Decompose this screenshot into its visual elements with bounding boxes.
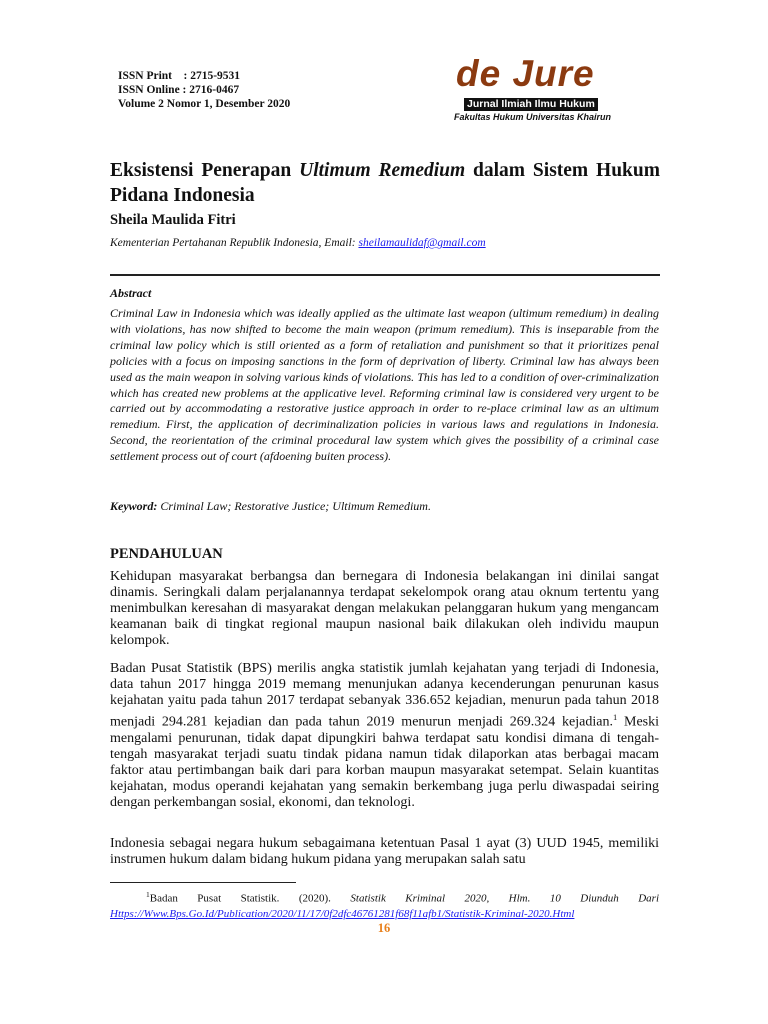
volume-info: Volume 2 Nomor 1, Desember 2020 [118,98,291,110]
keyword-list: Criminal Law; Restorative Justice; Ultimum Remedium. [157,499,431,513]
journal-logo [452,54,642,123]
abstract-text: Criminal Law in Indonesia which was ideally applied as the ultimate last weapon (ultimum remedium) in dealing with violations, has now shifted to become the main weapon (primum remedium). This is inseparable from the criminal law policy which is still oriented as a form of retaliation and punishment so that it prioritizes penal policies with a focus on imposing sanctions in the form of deprivation of liberty. Criminal law has always been used as the main weapon in solving various kinds of violations. This has led to a condition of over-criminalization which has created new problems at the applicative level. Reforming criminal law is considered very urgent to be carried out by accommodating a restorative justice approach in order to re-place criminal law as an ultimum remedium. First, the application of decriminalization policies in various laws and regulations in Indonesia. Second, the reorientation of the criminal procedural law system which gives the possibility of a criminal case settlement process out of court (afdoening buiten process). [110,306,659,464]
paragraph-2-part-b: Meski mengalami penurunan, tidak dapat dipungkiri bahwa terdapat satu kondisi dimana di tengah-tengah masyarakat terjadi suatu tindak pidana namun tidak dilaporkan atas berbagai macam faktor atau pertimbangan baik dari para korban maupun masyarakat setempat. Selain kuantitas kejahatan, modus operandi kejahatan yang semakin berkembang juga perlu diwaspadai seiring dengan perkembangan sosial, ekonomi, dan teknologi. [110,714,660,811]
affiliation [110,237,486,249]
footnote [110,887,659,923]
footnote-italic: Statistik Kriminal 2020, Hlm. 10 Diunduh Dari [350,892,659,905]
article-title [110,158,660,208]
journal-name: de Jure [456,53,595,94]
paragraph-2 [110,661,659,812]
keyword-label: Keyword: [110,499,158,513]
section-heading: PENDAHULUAN [110,546,223,562]
page-number: 16 [377,921,391,935]
footnote-divider [110,882,296,883]
affiliation-text: Kementerian Pertahanan Republik Indonesia, Email: [110,237,359,249]
issn-block [118,69,290,111]
title-italic: Ultimum Remedium [299,160,466,181]
journal-subtitle: Jurnal Ilmiah Ilmu Hukum [464,98,598,111]
author-name: Sheila Maulida Fitri [110,212,236,228]
divider [110,274,660,276]
keywords [110,499,431,514]
footnote-number: 1 [146,890,150,899]
faculty-name: Fakultas Hukum Universitas Khairun [454,112,612,122]
abstract-heading: Abstract [110,286,152,300]
paragraph-2-part-a: Badan Pusat Statistik (BPS) merilis angka statistik jumlah kejahatan yang terjadi di Indonesia, data tahun 2017 hingga 2019 memang menunjukan adanya kecenderungan penurunan kasus kejahatan yaitu pada tahun 2017 terdapat sebanyak 336.652 kejadian, menurun pada tahun 2018 menjadi 294.281 kejadian dan pada tahun 2019 menurun menjadi 269.324 kejadian. [110,661,659,730]
footnote-link[interactable]: Https://Www.Bps.Go.Id/Publication/2020/11/17/0f2dfc46761281f68f11afb1/Statistik-Kriminal-2020.Html [110,908,575,921]
paragraph-1: Kehidupan masyarakat berbangsa dan bernegara di Indonesia belakangan ini dinilai sangat dinamis. Seringkali dalam perjalanannya terdapat sekelompok orang atau oknum tertentu yang menimbulkan keresahan di masyarakat dengan melakukan pelanggaran hukum yang mengancam keamanan baik di tingkat regional maupun nasional baik dilakukan oleh individu maupun kelompok. [110,569,659,649]
footnote-text: Badan Pusat Statistik. (2020). [149,892,351,905]
title-part-2: dalam Sistem Hukum Pidana Indonesia [110,160,660,206]
title-part-1: Eksistensi Penerapan [110,160,300,181]
issn-print: ISSN Print : 2715-9531 [118,70,241,82]
footnote-ref[interactable]: 1 [612,712,618,723]
issn-online: ISSN Online : 2716-0467 [118,84,240,96]
email-link[interactable]: sheilamaulidaf@gmail.com [358,237,486,249]
paragraph-3: Indonesia sebagai negara hukum sebagaimana ketentuan Pasal 1 ayat (3) UUD 1945, memiliki instrumen hukum dalam bidang hukum pidana yang merupakan salah satu [110,836,659,868]
